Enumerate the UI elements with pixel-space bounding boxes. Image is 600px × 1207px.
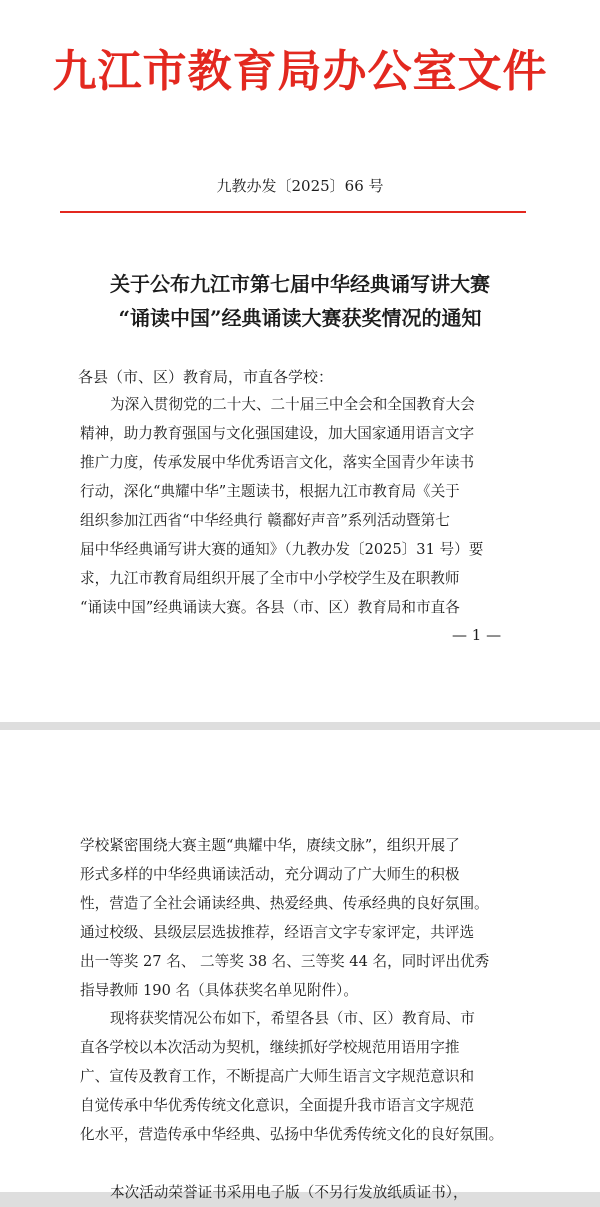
text-line: 推广力度，传承发展中华优秀语言文化，落实全国青少年读书 — [80, 454, 475, 471]
text-line: 本次活动荣誉证书采用电子版（不另行发放纸质证书）， — [110, 1184, 468, 1201]
text-line: 为深入贯彻党的二十大、二十届三中全会和全国教育大会 — [110, 396, 475, 413]
text-line: 届中华经典诵写讲大赛的通知》（九教办发〔2025〕31 号）要 — [80, 541, 484, 558]
text-line: 化水平，营造传承中华经典、弘扬中华优秀传统文化的良好氛围。 — [80, 1126, 504, 1143]
text-line: “诵读中国”经典诵读大赛。各县（市、区）教育局和市直各 — [80, 599, 460, 616]
text-line: 形式多样的中华经典诵读活动，充分调动了广大师生的积极 — [80, 866, 460, 883]
text-line: 学校紧密围绕大赛主题“典耀中华，赓续文脉”，组织开展了 — [80, 837, 460, 854]
text-line: 自觉传承中华优秀传统文化意识，全面提升我市语言文字规范 — [80, 1097, 475, 1114]
addressee: 各县（市、区）教育局，市直各学校： — [78, 368, 334, 386]
paragraph-4 — [80, 1178, 520, 1207]
text-line: 直各学校以本次活动为契机，继续抓好学校规范用语用字推 — [80, 1039, 460, 1056]
text-line: 精神，助力教育强国与文化强国建设，加大国家通用语言文字 — [80, 425, 475, 442]
document-header-title: 九江市教育局办公室文件 — [52, 46, 548, 97]
text-line: 指导教师 190 名（具体获奖名单见附件）。 — [80, 982, 358, 999]
text-line: 现将获奖情况公布如下，希望各县（市、区）教育局、市 — [110, 1010, 475, 1027]
text-line: 求，九江市教育局组织开展了全市中小学校学生及在职教师 — [80, 570, 460, 587]
text-line: 出一等奖 27 名、 二等奖 38 名、三等奖 44 名，同时评出优秀 — [80, 953, 490, 970]
notice-title-line: 关于公布九江市第七届中华经典诵写讲大赛 — [110, 272, 490, 296]
notice-title-line: “诵读中国”经典诵读大赛获奖情况的通知 — [118, 306, 482, 330]
text-line: 通过校级、县级层层选拔推荐，经语言文字专家评定，共评选 — [80, 924, 475, 941]
document-number: 九教办发〔2025〕66 号 — [216, 177, 384, 195]
paragraph-3 — [80, 1004, 520, 1149]
header-red-divider — [60, 211, 526, 213]
text-line: 性，营造了全社会诵读经典、热爱经典、传承经典的良好氛围。 — [80, 895, 489, 912]
text-line: 广、宣传及教育工作，不断提高广大师生语言文字规范意识和 — [80, 1068, 475, 1085]
paragraph-2 — [80, 831, 520, 1005]
page-number: — 1 — — [452, 626, 502, 644]
paragraph-1 — [80, 390, 520, 622]
text-line: 组织参加江西省“中华经典行 赣鄱好声音”系列活动暨第七 — [80, 512, 450, 529]
text-line: 行动，深化“典耀中华”主题读书，根据九江市教育局《关于 — [80, 483, 460, 500]
document-page-2 — [0, 730, 600, 1201]
